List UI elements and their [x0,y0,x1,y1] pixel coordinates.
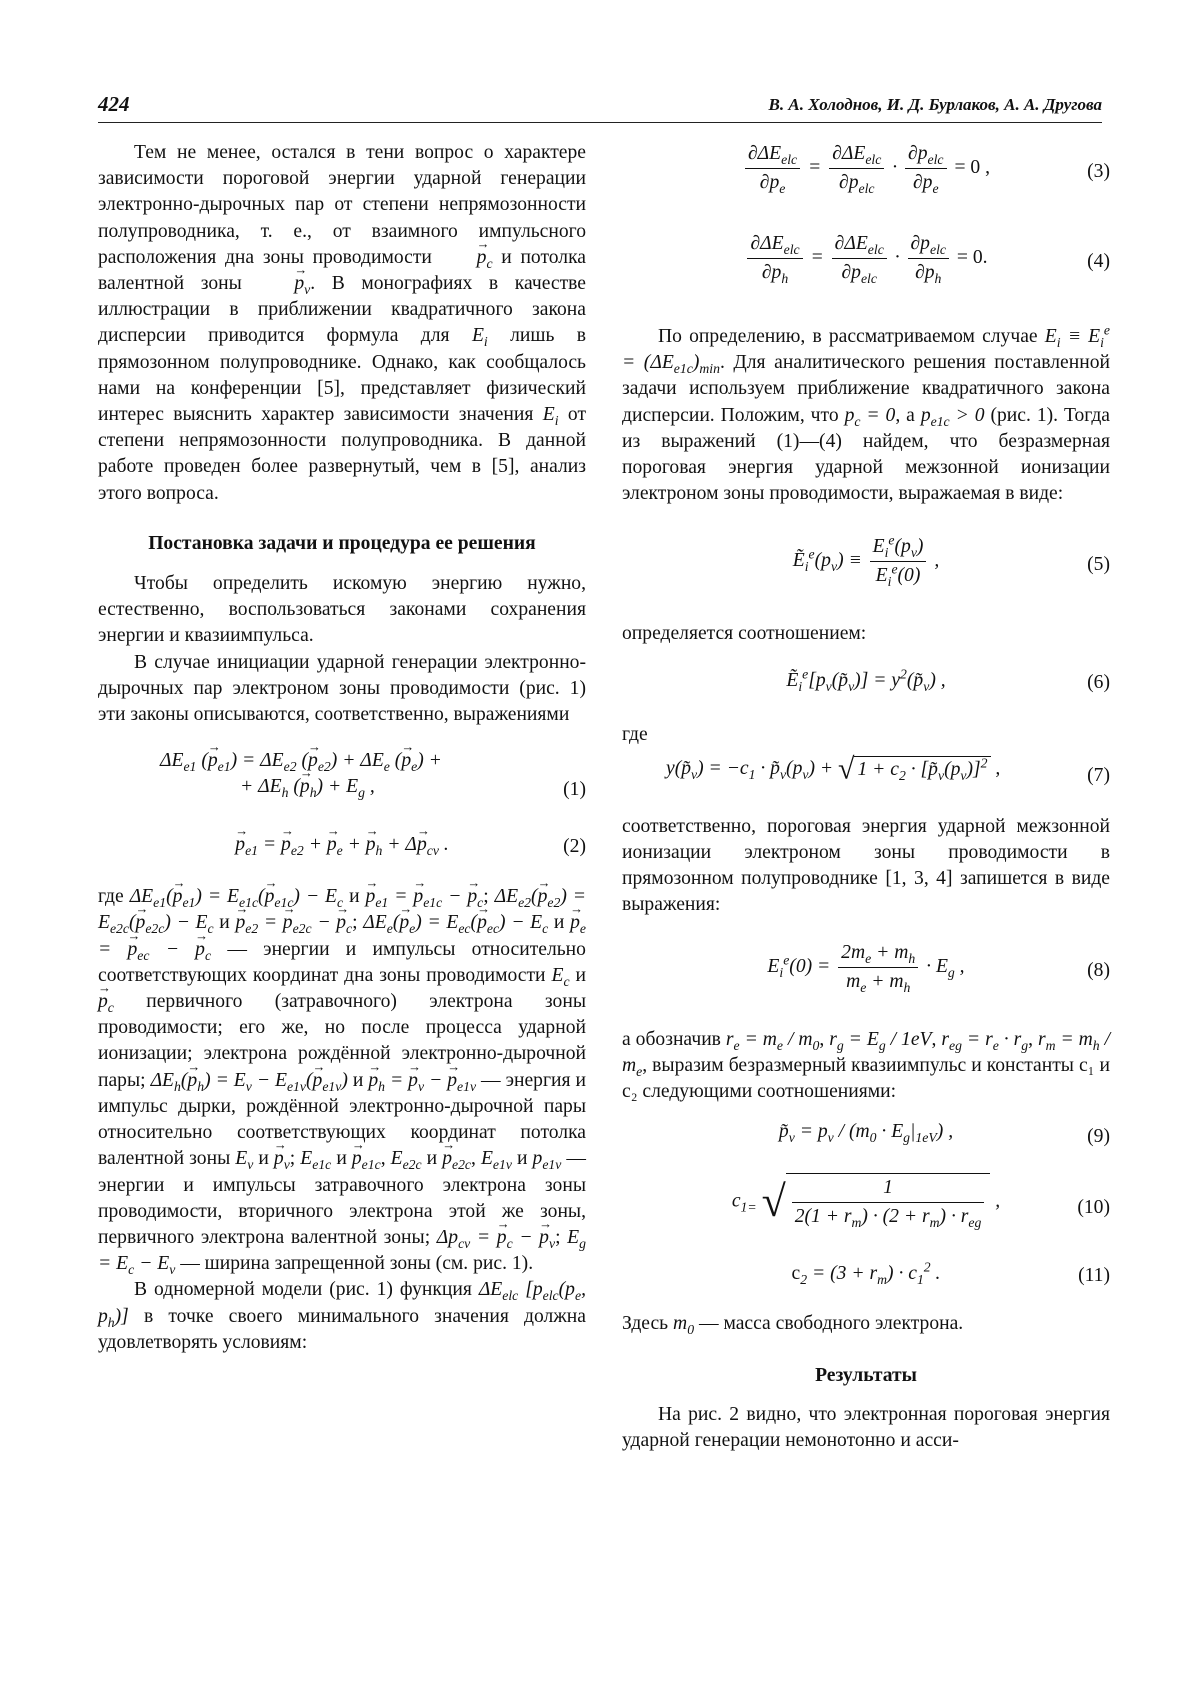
equation-11: $c_2 = (3 + r_m) \cdot c_1^2$ . (11) [791,1259,1110,1288]
paragraph-conservation: Чтобы определить искомую энергию нужно, естественно, воспользоваться законами сохранения энергии и квазиимпульса. [98,573,586,647]
paragraph-definitions: где $\Delta E_{e1}(\to p_{e1}) = E_{e1c}(\to p_{e1c}) - E_c$ $и \to p_{e1}$ = → $p_{e1c}$ − → $p_c$; $\Delta E_{e2}(\to p_{e2}) = E_{e2c}(\to p_{e2c}) - E_c$ $и \to p_{e2}$ = → $p_{e2c}$ − → $p_c$; $\Delta E_e(\to p_e) = E_{ec}(\to p_{ec}) - E_c$ $и \to p_e$ = → $p_{ec}$ − → $p_c$ — энергии и импульсы относительно соответствующих координат дна зоны проводимости $E_c$ $и \to p_c$ первичного (затравочного) электрона зоны проводимости; его же, но после процесса ударной ионизации; электрона рождённой электронно-дырочной пары; $\Delta E_h(\to p_h) = E_v - E_{e1v}(\to p_{e1v}) и \to p_h$ = → $p_v$ − → $p_{e1v}$ — энергия и импульс дырки, рождённой электронно-дырочной пары относительно соответствующих координат потолка валентной зоны $E_v$ $и \to p_v$; $E_{e1c}$ $и \to p_{e1c}$, $E_{e2c}$ $и \to p_{e2c}$, $E_{e1v}$ и $p_{e1v}$ — энергии и импульсы затравочного электрона зоны проводимости, вторичного электрона этой же зоны, первичного электрона валентной зоны; $\Delta p_{cv}$ = → $p_c$ − → $p_v$; $E_g = E_c - E_v$ — ширина запрещенной зоны (см. рис. 1). [98,884,586,1277]
right-column [622,140,1110,1454]
paragraph-1d-model: В одномерной модели (рис. 1) функция $\Delta E_{elc}$ [$p_{elc}(p_e$, $p_h$)] в точке своего минимального значения должна удовлетворять условиям: [98,1279,586,1353]
equation-9: $p̃_v = p_v / (m_0 \cdot E_g|_{1eV})$ , (9) [778,1121,1110,1148]
equation-3: $\frac{\partial\Delta E_{elc}}{\partial p_e}$ = $\frac{\partial\Delta E_{elc}}{\partial p_{elc}}$ · $\frac{\partial p_{elc}}{\partial p_e}$ = 0 , (3) [622,140,1110,204]
equation-5: $Ẽ_i^e(p_v)$ ≡ $\frac{E_i^e(p_v)}{E_i^e(0)}$ , (5) [792,532,1110,590]
paragraph-definition: По определению, в рассматриваемом случае $E_i \equiv E_i^e = (\Delta E_{e1c})_{min}$. Для аналитического решения поставленной задачи используем приближение квадратичного закона дисперсии. Положим, что $p_c = 0$, а $p_{e1c} > 0$ (рис. 1). Тогда из выражений (1)—(4) найдем, что безразмерная пороговая энергия ударной межзонной ионизации электроном зоны проводимости, выражаемая в виде: [622,322,1110,505]
equation-2: → $p_{e1}$ = → $p_{e2}$ + → $p_e$ + → $p_h + \Delta\to p_{cv}$ . (2) [98,832,586,862]
equation-4: $\frac{\partial\Delta E_{elc}}{\partial p_h}$ = $\frac{\partial\Delta E_{elc}}{\partial p_{elc}}$ · $\frac{\partial p_{elc}}{\partial p_h}$ = 0. (4) [622,230,1110,294]
paragraph-where: где [622,723,648,745]
left-column [98,140,586,1356]
paragraph-free-electron-mass: Здесь $m_0$ — масса свободного электрона. [622,1313,964,1338]
paragraph-notation: а обозначив $r_e = m_e / m_0$, $r_g = E_g / 1eV$, $r_{eg} = r_e \cdot r_g$, $r_m = m_h / m_e$, выразим безразмерный квазиимпульс и константы c₁ и c₂ следующими соотношениями: [622,1028,1111,1103]
equation-7: $y(p̃_v) = -c_1$ · $p̃_v(p_v)$ + √ $1 + c_2$ · $[p̃_v(p_v)]^2$ , (7) [666,752,1110,786]
running-header [98,92,1102,123]
paragraph-results: На рис. 2 видно, что электронная пороговая энергия ударной генерации немонотонно и асси- [622,1403,1110,1451]
equation-6: $Ẽ_i^e[p_v(p̃_v)]$ = $y^2(p̃_v)$ , (6) [786,666,1110,694]
paragraph-direct-gap: соответственно, пороговая энергия ударной межзонной ионизации электроном зоны проводимости в прямозонном полупроводнике [1, 3, 4] запишется в виде выражения: [622,815,1110,916]
equation-8: $E_i^e(0)$ = $\frac{2m_e + m_h}{m_e + m_h}$ · $E_g$ , (8) [622,939,1110,1003]
paragraph-initiation: В случае инициации ударной генерации электронно-дырочных пар электроном зоны проводимости (рис. 1) эти законы описываются, соответственно, выражениями [98,651,586,726]
equation-10: $c_{1=}$ √ $\frac{1}{2(1 + r_m) \cdot (2 + r_m) \cdot r_{eg}}$ , (10) [622,1173,1110,1243]
section-heading-problem: Постановка задачи и процедура ее решения [148,532,536,554]
paragraph-defined-by: определяется соотношением: [622,623,867,645]
equation-1: $\Delta E_{e1}$ (→ $p_{e1}) = \Delta E_{e2}$ (→ $p_{e2}) + \Delta E_e$ (→ $p_e$) + + $\Delta E_h$ (→ $p_h) + E_g$ , (1) [98,748,586,810]
page-number: 424 [98,92,130,116]
paragraph-intro: Тем не менее, остался в тени вопрос о характере зависимости пороговой энергии ударной генерации электронно-дырочных пар от степени непрямозонности полупроводника, т. е., от взаимного импульсного расположения дна зоны проводимости → $p_c$ и потолка валентной зоны → $p_v$. В монографиях в качестве иллюстрации в приближении квадратичного закона дисперсии приводится формула для $E_i$ лишь в прямозонном полупроводнике. Однако, как сообщалось нами на конференции [5], представляет физический интерес выяснить характер зависимости значения $E_i$ от степени непрямозонности полупроводника. В данной работе проведен более развернутый, чем в [5], анализ этого вопроса. [98,140,586,507]
running-authors: В. А. Холоднов, И. Д. Бурлаков, А. А. Другова [768,95,1102,114]
section-heading-results: Результаты [815,1365,917,1387]
